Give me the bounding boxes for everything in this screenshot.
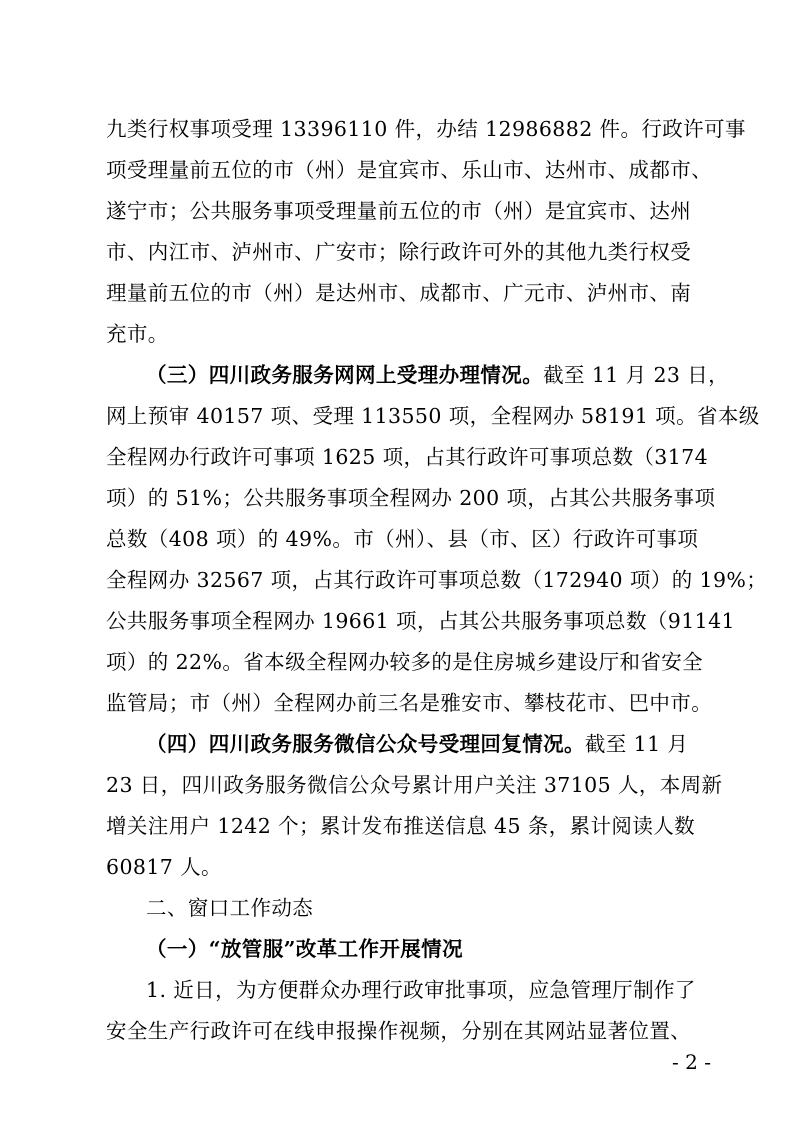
paragraph-line: 监管局；市（州）全程网办前三名是雅安市、攀枝花市、巴中市。	[106, 691, 713, 715]
paragraph-line: 全程网办行政许可事项 1625 项，占其行政许可事项总数（3174	[106, 445, 709, 469]
paragraph-line: 增关注用户 1242 个；累计发布推送信息 45 条，累计阅读人数	[106, 814, 696, 838]
paragraph-line: 公共服务事项全程网办 19661 项，占其公共服务事项总数（91141	[106, 609, 735, 633]
paragraph-first-line: 1. 近日，为方便群众办理行政审批事项，应急管理厅制作了	[146, 978, 696, 1002]
paragraph-line: 网上预审 40157 项、受理 113550 项，全程网办 58191 项。省本级	[106, 404, 760, 428]
paragraph-first-line	[146, 729, 688, 759]
paragraph-text: 截至 11 月	[584, 732, 689, 756]
paragraph-line: 项受理量前五位的市（州）是宜宾市、乐山市、达州市、成都市、	[106, 158, 713, 182]
section-subtitle: （一）“放管服”改革工作开展情况	[146, 937, 463, 961]
page-number: - 2 -	[672, 1050, 711, 1074]
section-heading-three: （三）四川政务服务网网上受理办理情况。	[146, 363, 544, 387]
paragraph-line: 市、内江市、泸州市、广安市；除行政许可外的其他九类行权受	[106, 240, 692, 264]
paragraph-line: 充市。	[106, 322, 169, 346]
paragraph-line: 全程网办 32567 项，占其行政许可事项总数（172940 项）的 19%；	[106, 568, 768, 592]
section-title: 二、窗口工作动态	[146, 896, 314, 920]
paragraph-first-line	[146, 360, 730, 390]
paragraph-line: 项）的 51%；公共服务事项全程网办 200 项，占其公共服务事项	[106, 486, 716, 510]
paragraph-line: 九类行权事项受理 13396110 件，办结 12986882 件。行政许可事	[106, 117, 746, 141]
paragraph-line: 23 日，四川政务服务微信公众号累计用户关注 37105 人，本周新	[106, 773, 723, 797]
paragraph-line: 60817 人。	[106, 855, 222, 879]
paragraph-text: 截至 11 月 23 日，	[543, 363, 730, 387]
paragraph-line: 项）的 22%。省本级全程网办较多的是住房城乡建设厅和省安全	[106, 650, 704, 674]
paragraph-line: 总数（408 项）的 49%。市（州）、县（市、区）行政许可事项	[106, 527, 699, 551]
paragraph-line: 理量前五位的市（州）是达州市、成都市、广元市、泸州市、南	[106, 281, 692, 305]
paragraph-line: 遂宁市；公共服务事项受理量前五位的市（州）是宜宾市、达州	[106, 199, 692, 223]
paragraph-line: 安全生产行政许可在线申报操作视频，分别在其网站显著位置、	[106, 1019, 692, 1043]
section-heading-four: （四）四川政务服务微信公众号受理回复情况。	[146, 732, 585, 756]
